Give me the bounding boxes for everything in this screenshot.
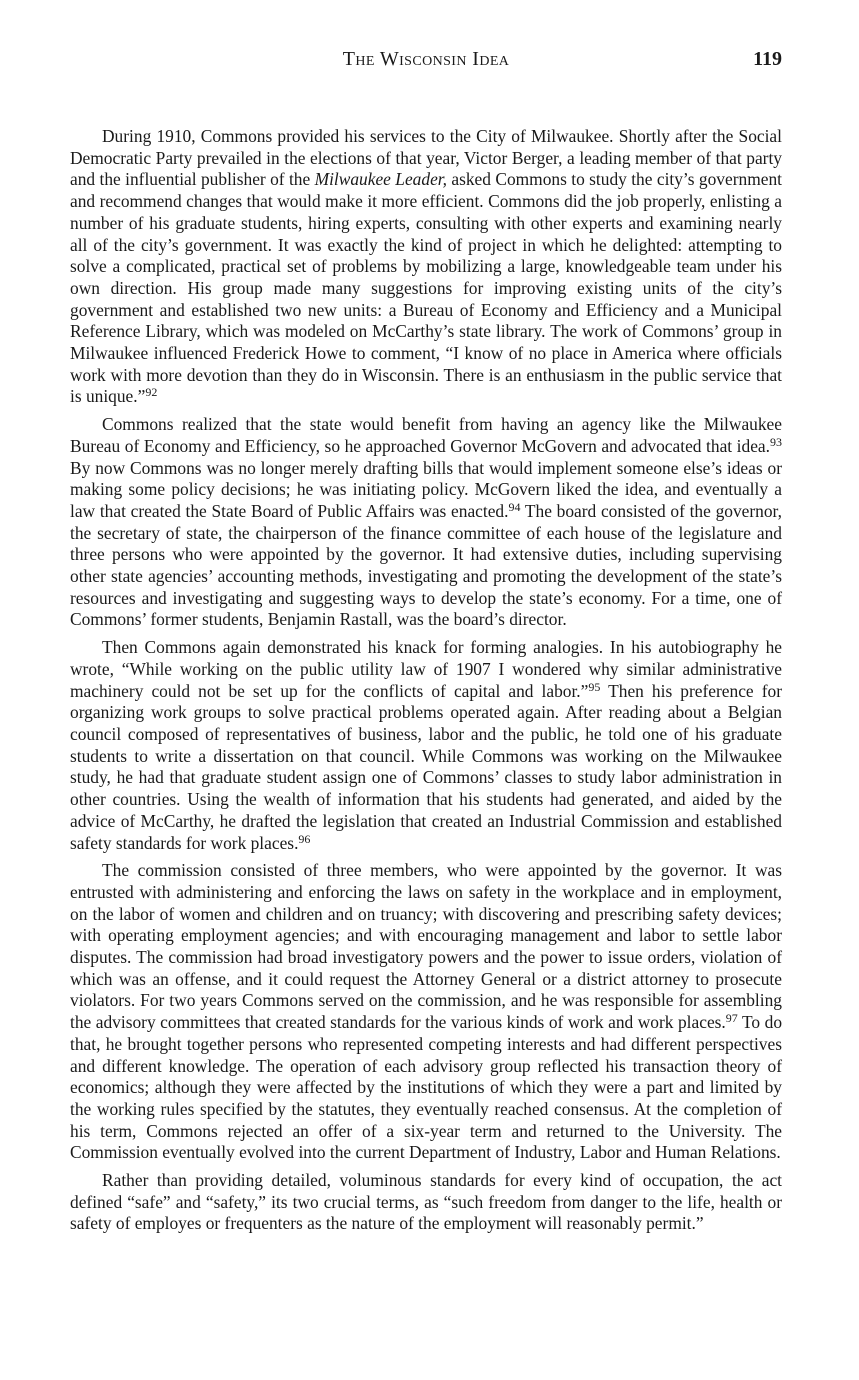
paragraph bbox=[70, 1170, 782, 1235]
text-segment: Commons realized that the state would benefit from having an agency like the Milwaukee Bureau of Economy and Efficiency, so he approached Governor McGovern and advocated that idea. bbox=[70, 414, 782, 456]
text-segment: The board consisted of the governor, the secretary of state, the chairperson of the finance committee of each house of the legislature and three persons who were appointed by the governor. It had extensive duties, including supervising other state agencies’ accounting methods, investigating and promoting the development of the state’s resources and investigating and suggesting ways to develop the state’s economy. For a time, one of Commons’ former students, Benjamin Rastall, was the board’s director. bbox=[70, 500, 782, 630]
text-segment: asked Commons to study the city’s government and recommend changes that would make it more efficient. Commons did the job properly, enlisting a number of his graduate students, hiring experts, consulting with other experts and examining nearly all of the city’s government. It was exactly the kind of project in which he delighted: attempting to solve a complicated, practical set of problems by mobilizing a large, knowledgeable team under his own direction. His group made many suggestions for improving existing units of the city’s government and established two new units: a Bureau of Economy and Efficiency and a Municipal Reference Library, which was modeled on McCarthy’s state library. The work of Commons’ group in Milwaukee influenced Frederick Howe to comment, “I know of no place in America where officials work with more devotion than they do in Wisconsin. There is an enthusiasm in the public service that is unique.” bbox=[70, 169, 782, 407]
footnote-marker: 97 bbox=[725, 1011, 738, 1026]
text-segment: Rather than providing detailed, voluminous standards for every kind of occupation, the act defined “safe” and “safety,” its two crucial terms, as “such freedom from danger to the life, health or safety of employes or frequenters as the nature of the employment will reasonably permit.” bbox=[70, 1170, 782, 1234]
footnote-marker: 93 bbox=[770, 434, 782, 449]
text-segment: The commission consisted of three members, who were appointed by the governor. It was entrusted with administering and enforcing the laws on safety in the workplace and in employment, on the labor of women and children and on truancy; with discovering and prescribing safety devices; with operating employment agencies; and with encouraging management and labor to settle labor disputes. The commission had broad investigatory powers and the power to issue orders, violation of which was an offense, and it could request the Attorney General or a district attorney to prosecute violators. For two years Commons served on the commission, and he was responsible for assembling the advisory committees that created standards for the various kinds of work and work places. bbox=[70, 860, 782, 1033]
italic-publication-title: Milwaukee Leader, bbox=[314, 169, 447, 190]
paragraph bbox=[70, 860, 782, 1164]
footnote-marker: 92 bbox=[145, 385, 158, 400]
text-segment: To do that, he brought together persons who represented competing interests and had different perspectives and different knowledge. The operation of each advisory group reflected his transaction theory of economics; although they were affected by the institutions of which they were a part and limited by the working rules specified by the statutes, they eventually reached consensus. At the completion of his term, Commons rejected an offer of a six-year term and returned to the University. The Commission eventually evolved into the current Department of Industry, Labor and Human Relations. bbox=[70, 1012, 783, 1163]
paragraph bbox=[70, 637, 782, 854]
paragraph bbox=[70, 126, 782, 408]
running-header bbox=[70, 48, 782, 74]
text-segment: During 1910, Commons provided his services to the City of Milwaukee. Shortly after the Social Democratic Party prevailed in the elections of that year, Victor Berger, a leading member of that party and the influential publisher of the bbox=[70, 126, 782, 190]
text-segment: By now Commons was no longer merely drafting bills that would implement someone else’s ideas or making some policy decisions; he was initiating policy. McGovern liked the idea, and eventually a law that created the State Board of Public Affairs was enacted. bbox=[70, 457, 782, 521]
footnote-marker: 95 bbox=[588, 679, 601, 694]
paragraph bbox=[70, 414, 782, 631]
running-title: The Wisconsin Idea bbox=[342, 48, 510, 70]
text-segment: Then his preference for organizing work groups to solve practical problems operated again. After reading about a Belgian council composed of representatives of business, labor and the public, he told one of his graduate students to write a dissertation on that council. While Commons was working on the Milwaukee study, he had that graduate student assign one of Commons’ classes to study labor administration in other countries. Using the wealth of information that his students had generated, and aided by the advice of McCarthy, he drafted the legislation that created an Industrial Commission and established safety standards for work places. bbox=[70, 680, 782, 853]
body-text bbox=[70, 126, 782, 1241]
text-segment: Then Commons again demonstrated his knack for forming analogies. In his autobiography he wrote, “While working on the public utility law of 1907 I wondered why similar administrative machinery could not be set up for the conflicts of capital and labor.” bbox=[70, 637, 782, 701]
footnote-marker: 96 bbox=[298, 831, 311, 846]
page-number: 119 bbox=[753, 48, 782, 70]
footnote-marker: 94 bbox=[508, 499, 521, 514]
